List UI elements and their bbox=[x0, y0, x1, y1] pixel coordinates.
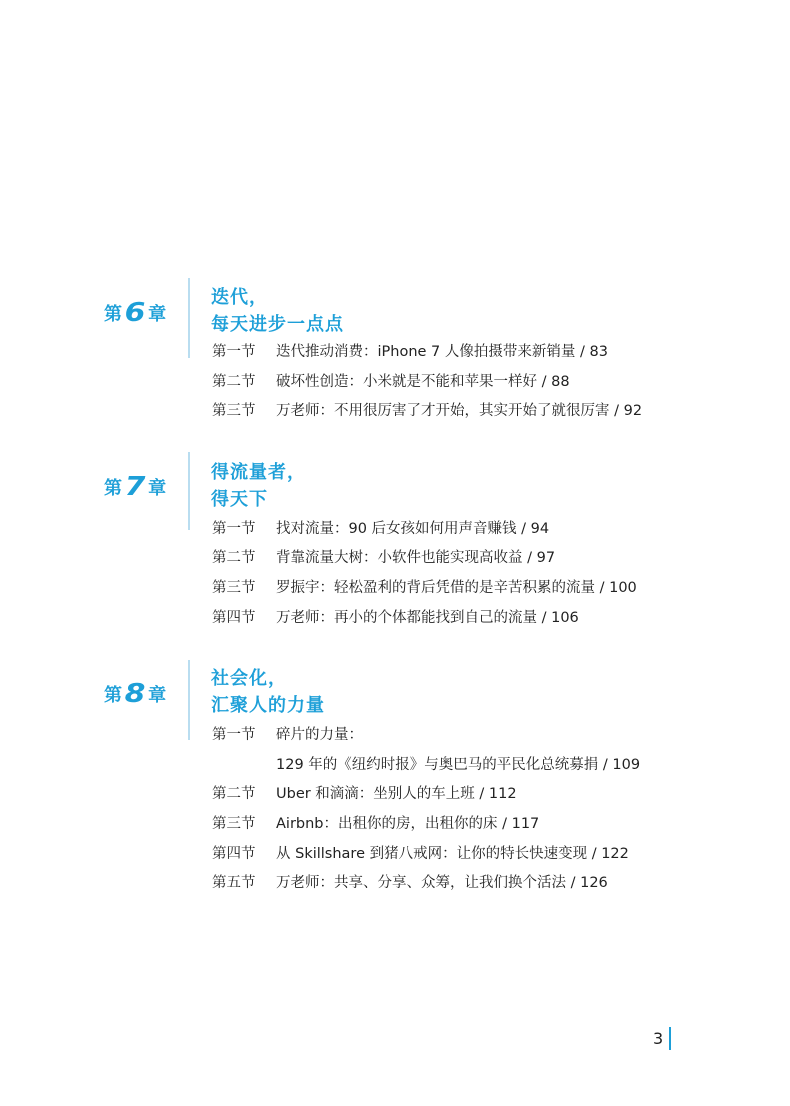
toc-entry[interactable] bbox=[212, 401, 642, 421]
section-title: 万老师：再小的个体都能找到自己的流量 / 106 bbox=[276, 610, 579, 626]
toc-entry[interactable] bbox=[212, 608, 579, 628]
chapter-suffix: 章 bbox=[148, 478, 167, 499]
section-number: 第三节 bbox=[212, 816, 256, 832]
section-number: 第一节 bbox=[212, 727, 256, 743]
chapter-divider bbox=[188, 660, 190, 740]
section-number: 第一节 bbox=[212, 521, 256, 537]
chapter-divider bbox=[188, 452, 190, 530]
section-title: 从 Skillshare 到猪八戒网：让你的特长快速变现 / 122 bbox=[276, 846, 629, 862]
toc-entry[interactable] bbox=[212, 725, 363, 745]
section-title: Airbnb：出租你的房，出租你的床 / 117 bbox=[276, 816, 540, 832]
chapter-7-label bbox=[104, 467, 178, 507]
toc-entry[interactable] bbox=[212, 578, 637, 598]
chapter-title-line1: 得流量者， bbox=[211, 462, 306, 483]
toc-entry[interactable] bbox=[212, 784, 517, 804]
toc-entry[interactable] bbox=[212, 342, 608, 362]
section-number: 第三节 bbox=[212, 403, 256, 419]
chapter-suffix: 章 bbox=[148, 685, 167, 706]
section-number: 第二节 bbox=[212, 550, 256, 566]
chapter-title-line1: 迭代， bbox=[211, 287, 268, 308]
chapter-title-line2: 得天下 bbox=[211, 489, 268, 510]
chapter-6-title bbox=[211, 284, 344, 338]
section-number: 第四节 bbox=[212, 846, 256, 862]
chapter-title-line2: 每天进步一点点 bbox=[211, 314, 344, 335]
chapter-prefix: 第 bbox=[104, 304, 122, 325]
toc-entry-continuation[interactable]: 129 年的《纽约时报》与奥巴马的平民化总统募捐 / 109 bbox=[276, 757, 641, 773]
toc-entry[interactable] bbox=[212, 814, 539, 834]
chapter-suffix: 章 bbox=[148, 304, 167, 325]
section-number: 第一节 bbox=[212, 344, 256, 360]
chapter-title-line2: 汇聚人的力量 bbox=[211, 695, 325, 716]
section-number: 第二节 bbox=[212, 786, 256, 802]
section-number: 第二节 bbox=[212, 374, 256, 390]
chapter-prefix: 第 bbox=[104, 685, 122, 706]
page-number: 3 bbox=[653, 1029, 664, 1048]
section-number: 第四节 bbox=[212, 610, 256, 626]
chapter-prefix: 第 bbox=[104, 478, 122, 499]
toc-entry[interactable] bbox=[212, 519, 549, 539]
section-number: 第三节 bbox=[212, 580, 256, 596]
chapter-6-label bbox=[104, 293, 178, 333]
page-number-bar bbox=[669, 1027, 671, 1050]
section-title: 万老师：共享、分享、众筹，让我们换个活法 / 126 bbox=[276, 875, 608, 891]
section-number: 第五节 bbox=[212, 875, 256, 891]
section-title: 破坏性创造：小米就是不能和苹果一样好 / 88 bbox=[276, 374, 570, 390]
toc-entry[interactable] bbox=[212, 844, 629, 864]
toc-entry[interactable] bbox=[212, 372, 570, 392]
chapter-number: 7 bbox=[124, 472, 146, 502]
chapter-number: 6 bbox=[124, 298, 146, 328]
section-title: 找对流量：90 后女孩如何用声音赚钱 / 94 bbox=[276, 521, 550, 537]
chapter-8-label bbox=[104, 674, 178, 714]
chapter-8-title bbox=[211, 665, 325, 719]
chapter-number: 8 bbox=[124, 679, 146, 709]
chapter-divider bbox=[188, 278, 190, 358]
section-title: 罗振宇：轻松盈利的背后凭借的是辛苦积累的流量 / 100 bbox=[276, 580, 637, 596]
chapter-title-line1: 社会化， bbox=[211, 668, 287, 689]
toc-entry[interactable] bbox=[212, 873, 608, 893]
section-title: 碎片的力量： bbox=[276, 727, 363, 743]
section-title: 万老师：不用很厉害了才开始，其实开始了就很厉害 / 92 bbox=[276, 403, 643, 419]
section-title: 迭代推动消费：iPhone 7 人像拍摄带来新销量 / 83 bbox=[276, 344, 608, 360]
section-title: Uber 和滴滴：坐别人的车上班 / 112 bbox=[276, 786, 517, 802]
chapter-7-title bbox=[211, 459, 306, 513]
toc-entry[interactable] bbox=[212, 548, 555, 568]
section-title: 背靠流量大树：小软件也能实现高收益 / 97 bbox=[276, 550, 556, 566]
